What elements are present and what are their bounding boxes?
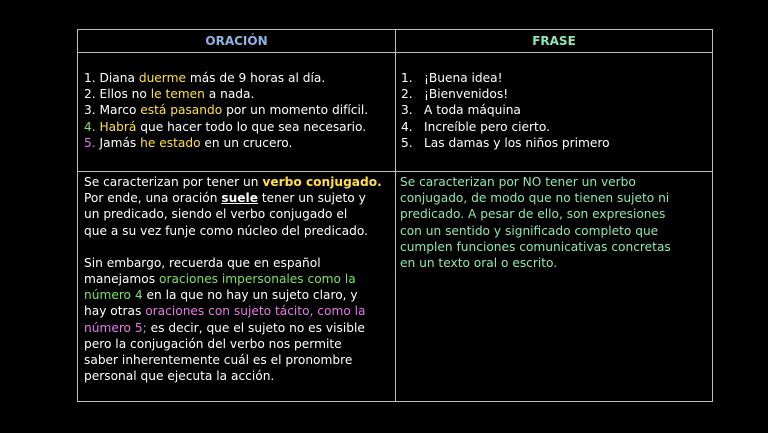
header-oracion: ORACIÓN (205, 34, 268, 48)
sujeto-tacito-highlight: oraciones con sujeto tácito, como la (145, 304, 366, 319)
verb-highlight: he estado (140, 135, 201, 150)
list-item: 5. Las damas y los niños primero (401, 135, 610, 150)
verb-highlight: Habrá (99, 119, 137, 134)
list-item: 3. Marco está pasando por un momento difícil. (84, 103, 369, 118)
verb-highlight: duerme (138, 71, 186, 85)
list-item: 1. Diana duerme más de 9 horas al día. (84, 71, 326, 85)
list-item: 1. ¡Buena idea! (401, 71, 503, 85)
verb-highlight: está pasando (140, 103, 223, 118)
comparison-table (77, 29, 713, 402)
list-item: 2. Ellos no le temen a nada. (84, 87, 255, 102)
verb-highlight: le temen (150, 87, 205, 102)
verbo-conjugado-highlight: verbo conjugado. (262, 175, 382, 189)
oracion-description: Se caracterizan por tener un verbo conjugado. Por ende, una oración suele tener un sujeto y un predicado, siendo el verbo conjugado el que a su vez funje como núcleo del predicado. Sin embargo, recuerda que en español manejamos oraciones impersonales como la número 4 en la que no hay un sujeto claro, y hay otras oraciones con sujeto tácito, como la número 5; es decir, que el sujeto no es visible pero la conjugación del verbo nos permite saber inherentemente cuál es el pronombre personal que ejecuta la acción. (84, 175, 382, 384)
impersonales-highlight: oraciones impersonales como la (158, 272, 356, 287)
header-divider (78, 52, 712, 53)
list-item: 2. ¡Bienvenidos! (401, 87, 509, 102)
frase-description: Se caracterizan por NO tener un verbo conjugado, de modo que no tienen sujeto ni predicado. A pesar de ello, son expresiones con un sentido y significado completo que cumplen funciones comunicativas concretas en un texto oral o escrito. (400, 175, 671, 271)
suele-underlined: suele (221, 191, 258, 206)
row-divider (78, 171, 712, 172)
list-item: 4. Increíble pero cierto. (401, 119, 550, 134)
list-item: 3. A toda máquina (401, 103, 521, 118)
header-frase: FRASE (532, 34, 576, 48)
frase-examples (401, 70, 610, 151)
oracion-examples (84, 70, 368, 151)
list-item: 4. Habrá que hacer todo lo que sea necesario. (84, 119, 367, 134)
list-item: 5. Jamás he estado en un crucero. (84, 135, 293, 150)
column-divider (395, 30, 396, 401)
